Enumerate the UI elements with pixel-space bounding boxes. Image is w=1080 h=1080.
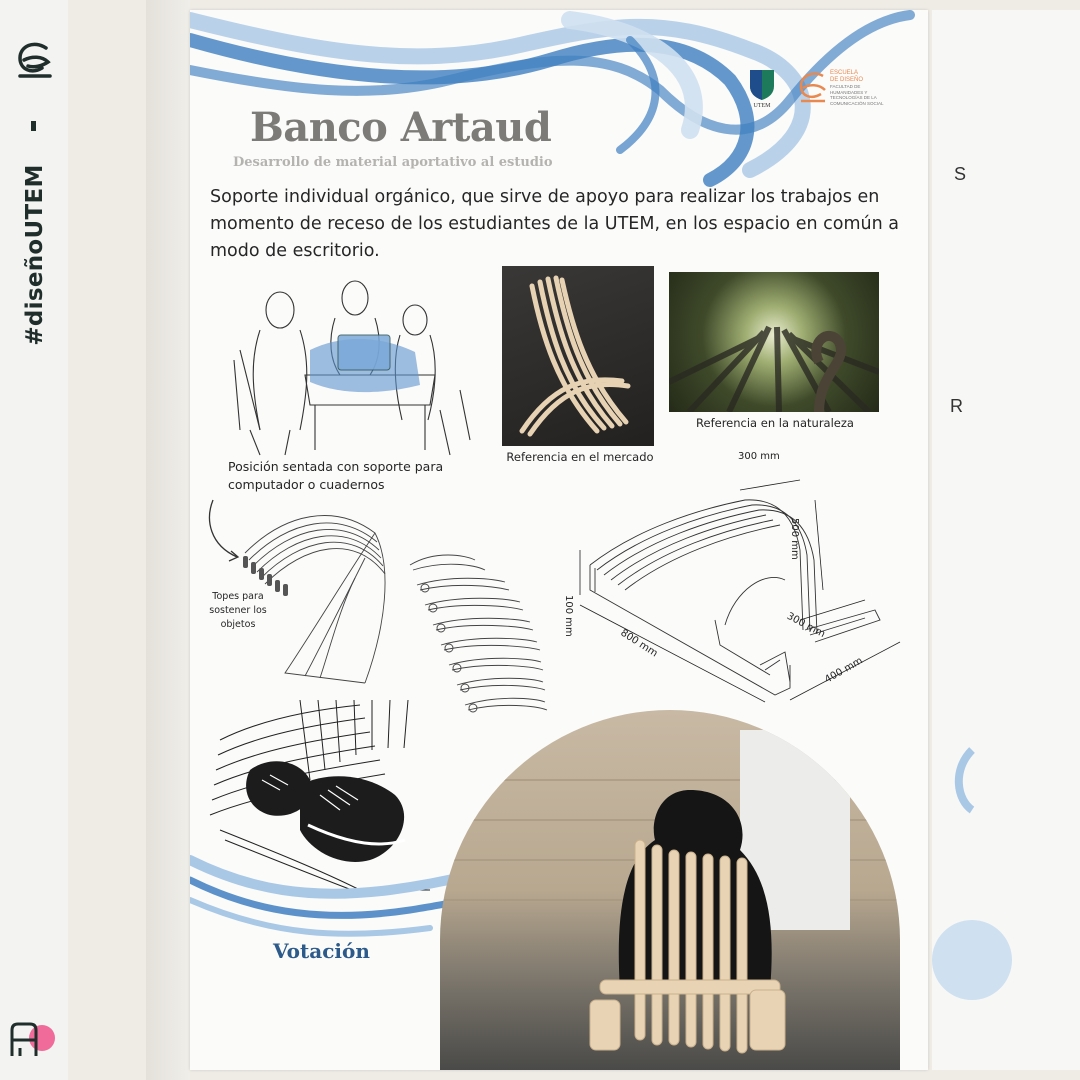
dim-height-left: 100 mm bbox=[563, 595, 574, 637]
bench-photo bbox=[440, 710, 900, 1070]
school-label-1: ESCUELA bbox=[830, 70, 859, 76]
dim-width: 400 mm bbox=[823, 655, 865, 686]
dim-mid-right: 300 mm bbox=[784, 610, 827, 641]
poster bbox=[190, 10, 928, 1070]
neighbor-poster bbox=[932, 10, 1080, 1070]
dim-height-right: 500 mm bbox=[789, 518, 800, 560]
forest-photo-shape bbox=[669, 272, 879, 412]
poster-title: Banco Artaud bbox=[250, 104, 552, 151]
nature-caption: Referencia en la naturaleza bbox=[696, 416, 854, 430]
neighbor-poster-decoration bbox=[932, 10, 1080, 1070]
school-label-3: FACULTAD DE HUMANIDADES Y TECNOLOGÍAS DE LA COMUNICACIÓN SOCIAL bbox=[830, 84, 884, 106]
neighbor-letter-r: R bbox=[950, 396, 963, 416]
school-label-2: DE DISEÑO bbox=[830, 77, 864, 83]
sidebar bbox=[0, 0, 68, 1080]
nature-reference-photo bbox=[669, 272, 879, 412]
market-caption: Referencia en el mercado bbox=[506, 450, 654, 464]
neighbor-letter-s: S bbox=[954, 164, 967, 184]
chair-photo-shape bbox=[502, 266, 654, 446]
seated-caption: Posición sentada con soporte para computador o cuadernos bbox=[228, 459, 444, 492]
bench-photo-shape bbox=[440, 710, 900, 1070]
bench-stops-sketch bbox=[235, 498, 395, 698]
divider-mark bbox=[31, 121, 36, 131]
students-sketch-illustration bbox=[230, 280, 480, 460]
utem-logo-icon bbox=[744, 66, 780, 108]
technical-drawing bbox=[575, 470, 905, 710]
school-name bbox=[830, 70, 894, 106]
votacion-label: Votación bbox=[273, 939, 370, 963]
poster-description: Soporte individual orgánico, que sirve de apoyo para realizar los trabajos en momento de receso de los estudiantes de la UTEM, en los espacio en común a modo de escritorio. bbox=[210, 187, 899, 261]
board-edge bbox=[146, 0, 190, 1080]
utem-label: UTEM bbox=[753, 103, 771, 108]
dim-length: 800 mm bbox=[618, 627, 660, 660]
poster-subtitle: Desarrollo de material aportativo al estudio bbox=[233, 155, 553, 170]
a-logo-icon bbox=[8, 1020, 58, 1060]
dim-top: 300 mm bbox=[738, 451, 780, 462]
escuela-diseno-logo-icon bbox=[12, 38, 56, 82]
hashtag-label: #diseñoUTEM bbox=[22, 164, 48, 346]
topes-caption: Topes para sostener los objetos bbox=[209, 591, 267, 630]
market-reference-photo bbox=[502, 266, 654, 446]
bottom-wave-decoration bbox=[190, 830, 470, 950]
